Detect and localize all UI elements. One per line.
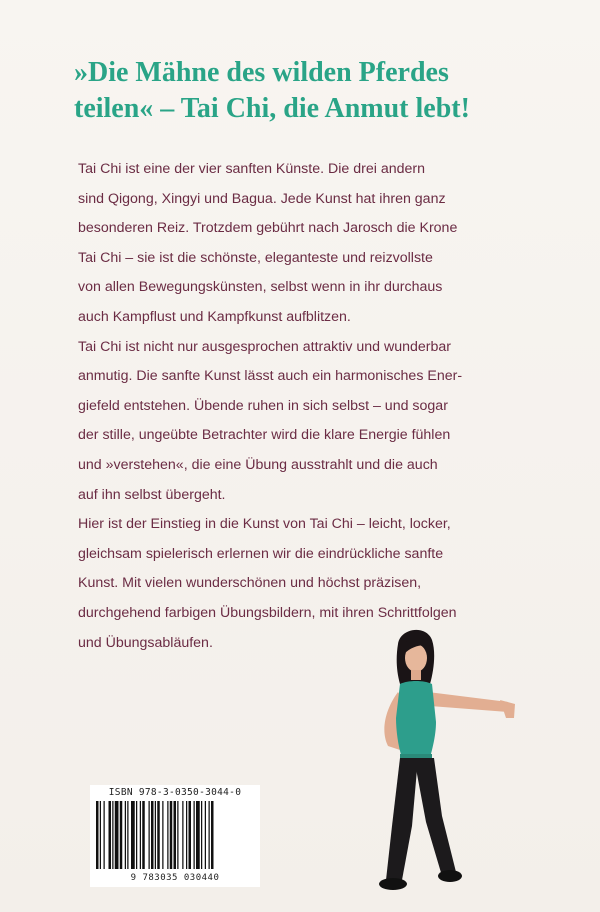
barcode-bar: [211, 801, 214, 869]
blurb-line: giefeld entstehen. Übende ruhen in sich selbst – und sogar: [78, 397, 448, 414]
barcode-bar: [155, 801, 156, 869]
blurb-line: Kunst. Mit vielen wunderschönen und höchst präzisen,: [78, 575, 422, 592]
barcode-bar: [115, 801, 119, 869]
blurb-line: auch Kampflust und Kampfkunst aufblitzen.: [78, 308, 351, 325]
barcode-bar: [186, 801, 187, 869]
barcode-bar: [125, 801, 126, 869]
isbn-label: ISBN 978-3-0350-3044-0: [108, 787, 242, 798]
barcode-bar: [136, 801, 137, 869]
blurb-line: gleichsam spielerisch erlernen wir die eindrückliche sanfte: [78, 545, 444, 562]
barcode-bar: [96, 801, 99, 869]
blurb-line: anmutig. Die sanfte Kunst lässt auch ein harmonisches Ener-: [78, 368, 463, 385]
barcode-bar: [127, 801, 128, 869]
blurb-line: besonderen Reiz. Trotzdem gebührt nach Jarosch die Krone: [78, 220, 458, 237]
blurb-line: und »verstehen«, die eine Übung ausstrahlt und die auch: [78, 456, 438, 473]
blurb-line: Tai Chi – sie ist die schönste, eleganteste und reizvollste: [78, 249, 433, 266]
blurb-line: sind Qigong, Xingyi und Bagua. Jede Kunst hat ihren ganz: [78, 190, 446, 207]
barcode-number: 9 783035 030440: [130, 873, 220, 883]
barcode-bar: [167, 801, 168, 869]
barcode-bar: [131, 801, 135, 869]
barcode-bar: [112, 801, 113, 869]
barcode-bar: [149, 801, 150, 869]
blurb-line: Hier ist der Einstieg in die Kunst von Tai Chi – leicht, locker,: [78, 516, 451, 533]
blurb-line: Tai Chi ist eine der vier sanften Künste. Die drei andern: [78, 161, 425, 177]
barcode-bar: [194, 801, 195, 869]
blurb-text: [78, 155, 538, 658]
barcode-bar: [174, 801, 177, 869]
barcode-bar: [120, 801, 123, 869]
barcode-bar: [182, 801, 183, 869]
barcode-bar: [142, 801, 145, 869]
blurb-line: der stille, ungeübte Betrachter wird die klare Energie fühlen: [78, 427, 451, 444]
cover-title-line-1: »Die Mähne des wilden Pferdes: [74, 57, 449, 88]
blurb-line: und Übungsabläufen.: [78, 634, 213, 651]
barcode-bar: [196, 801, 200, 869]
barcode-bar: [109, 801, 112, 869]
barcode-bar: [189, 801, 192, 869]
blurb-line: von allen Bewegungskünsten, selbst wenn in ihr durchaus: [78, 279, 443, 296]
barcode-bar: [100, 801, 101, 869]
barcode-bar: [162, 801, 163, 869]
cover-title-line-2: teilen« – Tai Chi, die Anmut lebt!: [74, 93, 470, 124]
barcode-bar: [201, 801, 202, 869]
barcode-bar: [170, 801, 173, 869]
barcode-bars: [94, 801, 256, 871]
isbn-barcode: [90, 785, 260, 887]
blurb-line: durchgehend farbigen Übungsbildern, mit ihren Schrittfolgen: [78, 604, 457, 621]
barcode-bar: [177, 801, 178, 869]
barcode-bar: [140, 801, 141, 869]
blurb-line: auf ihn selbst übergeht.: [78, 486, 226, 503]
tai-chi-figure-photo: [360, 626, 520, 896]
barcode-bar: [157, 801, 160, 869]
barcode-bar: [104, 801, 105, 869]
blurb-line: Tai Chi ist nicht nur ausgesprochen attraktiv und wunderbar: [78, 338, 452, 355]
barcode-bar: [151, 801, 154, 869]
barcode-bar: [209, 801, 210, 869]
barcode-bar: [205, 801, 206, 869]
cover-title: [74, 55, 574, 127]
